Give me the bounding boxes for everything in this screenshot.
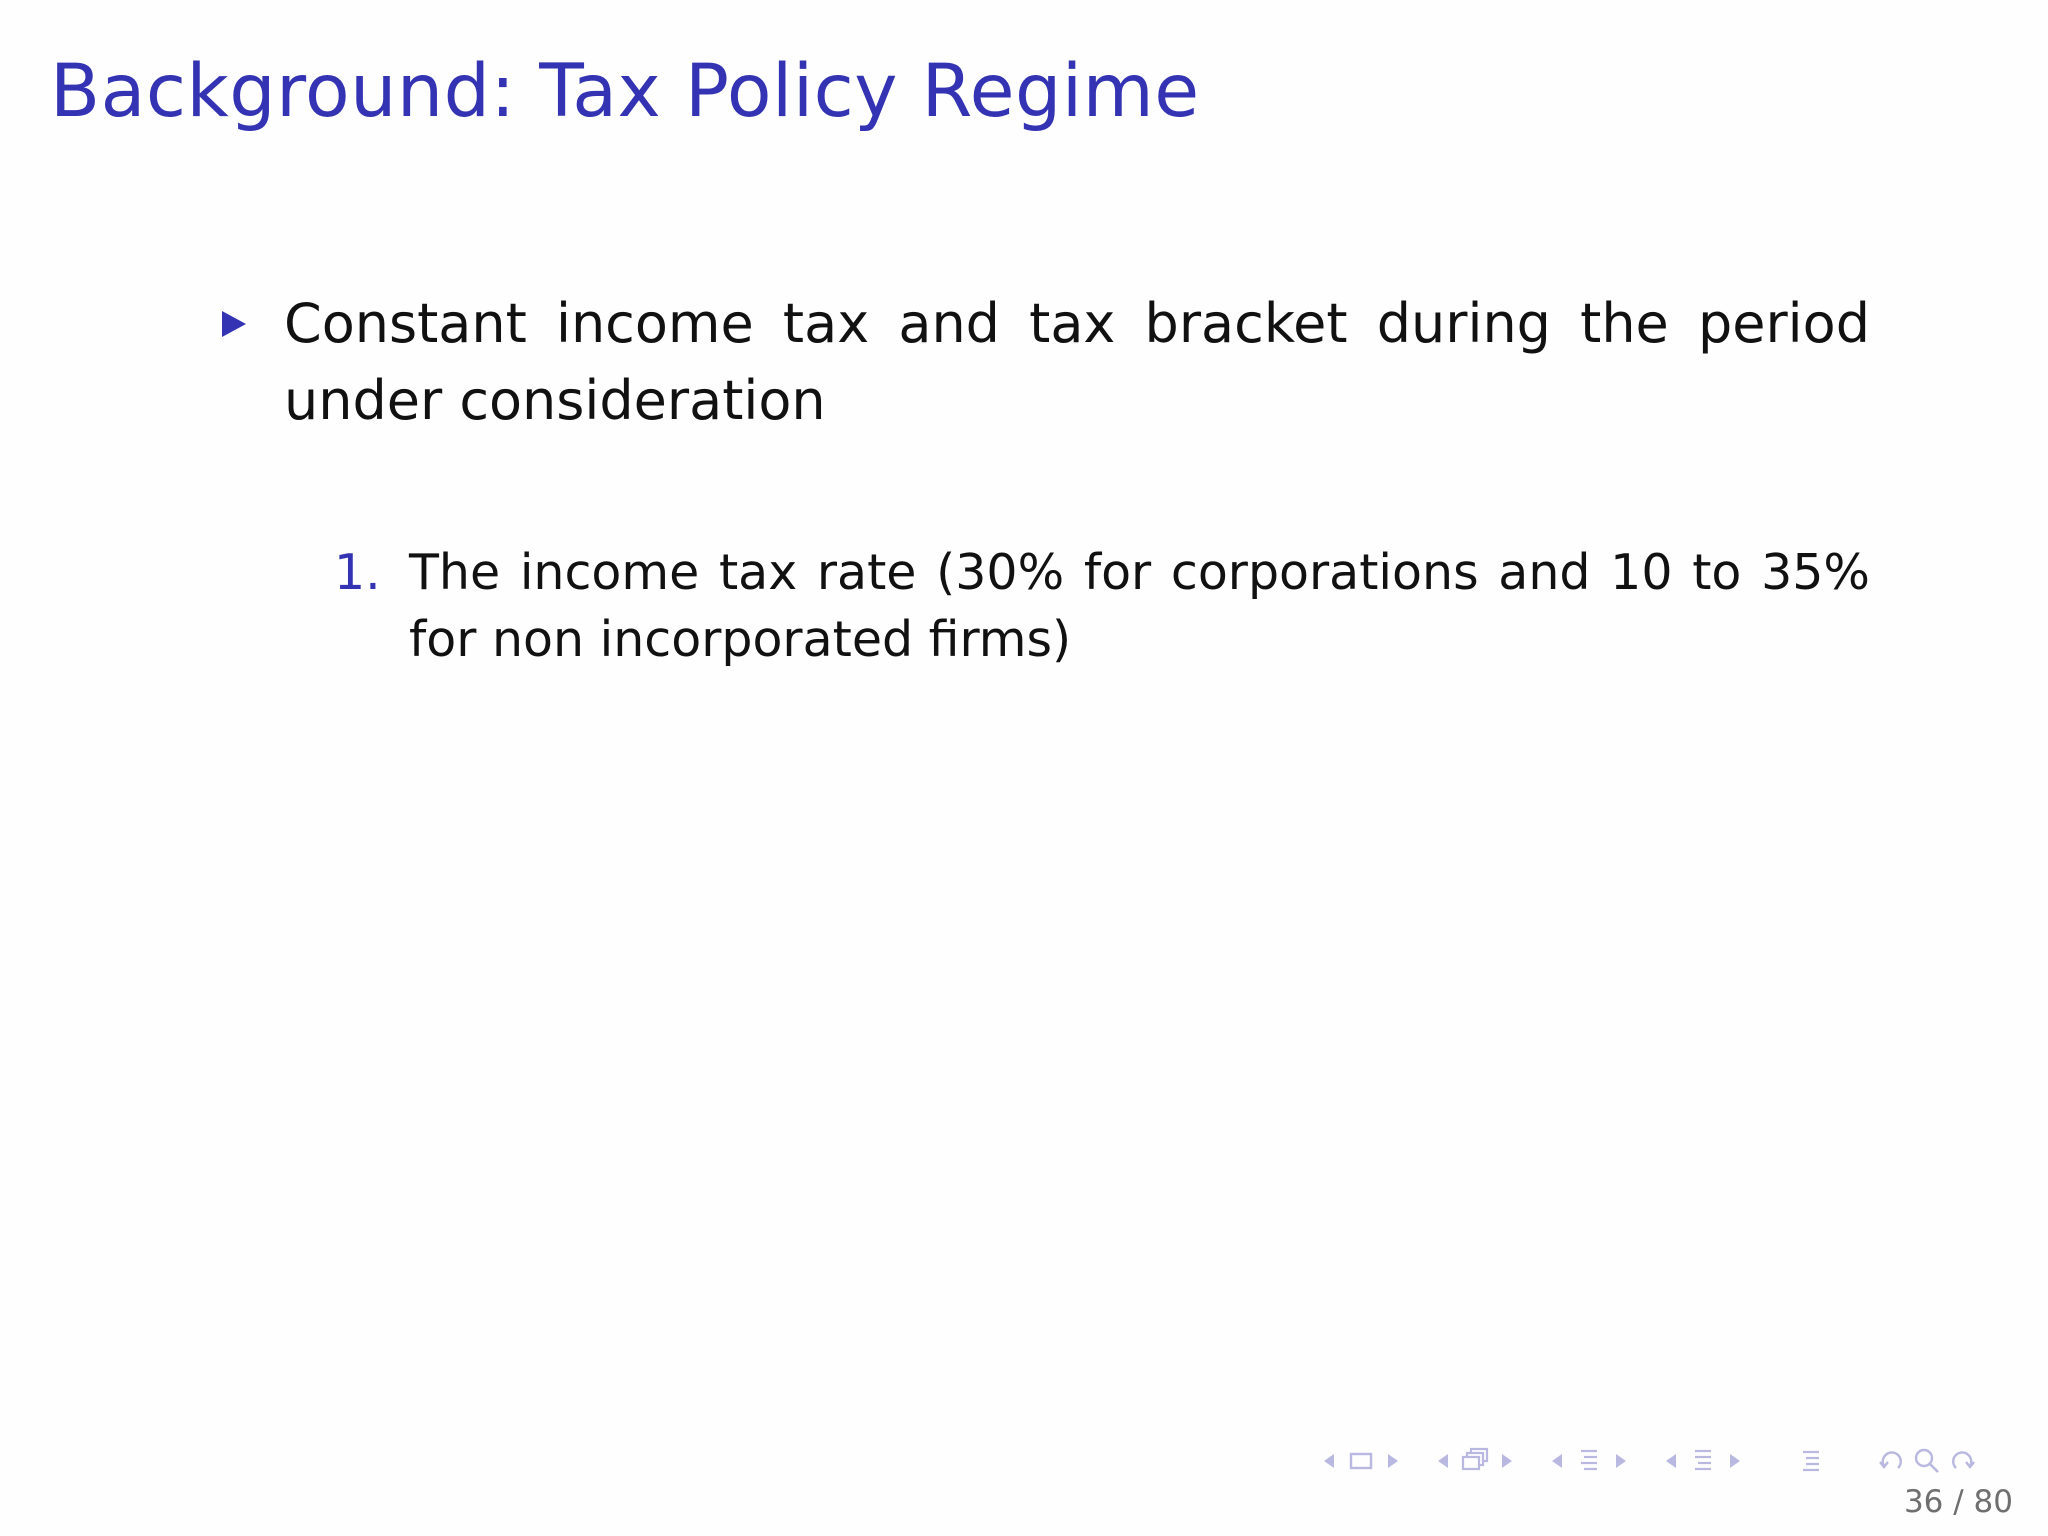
toc-icon[interactable] [1793, 1445, 1829, 1477]
beamer-navigation-bar [1315, 1441, 1981, 1481]
next-subsection-button[interactable] [1616, 1454, 1626, 1468]
search-icon[interactable] [1909, 1445, 1945, 1477]
slide-nav-icon[interactable] [1343, 1445, 1379, 1477]
next-section-button[interactable] [1730, 1454, 1740, 1468]
enumerated-list [220, 539, 1870, 673]
previous-frame-button[interactable] [1438, 1454, 1448, 1468]
enumerated-item [334, 539, 1870, 673]
next-slide-button[interactable] [1388, 1454, 1398, 1468]
page-number: 36 / 80 [1903, 1484, 2013, 1520]
section-nav-icon[interactable] [1685, 1445, 1721, 1477]
bullet-text: Constant income tax and tax bracket during the period under consideration [284, 292, 1870, 432]
frame-nav-icon[interactable] [1457, 1445, 1493, 1477]
enumerated-item-text: The income tax rate (30% for corporations and 10 to 35% for non incorporated firms) [409, 544, 1870, 668]
previous-section-button[interactable] [1666, 1454, 1676, 1468]
subsection-nav-icon[interactable] [1571, 1445, 1607, 1477]
next-frame-button[interactable] [1502, 1454, 1512, 1468]
slide-title: Background: Tax Policy Regime [50, 49, 1200, 134]
enumerated-item-number: 1. [334, 544, 381, 601]
redo-icon[interactable] [1945, 1445, 1981, 1477]
slide-content [220, 285, 1870, 673]
undo-icon[interactable] [1873, 1445, 1909, 1477]
bullet-item [220, 285, 1870, 439]
bullet-triangle-icon [222, 311, 246, 337]
previous-subsection-button[interactable] [1552, 1454, 1562, 1468]
previous-slide-button[interactable] [1324, 1454, 1334, 1468]
